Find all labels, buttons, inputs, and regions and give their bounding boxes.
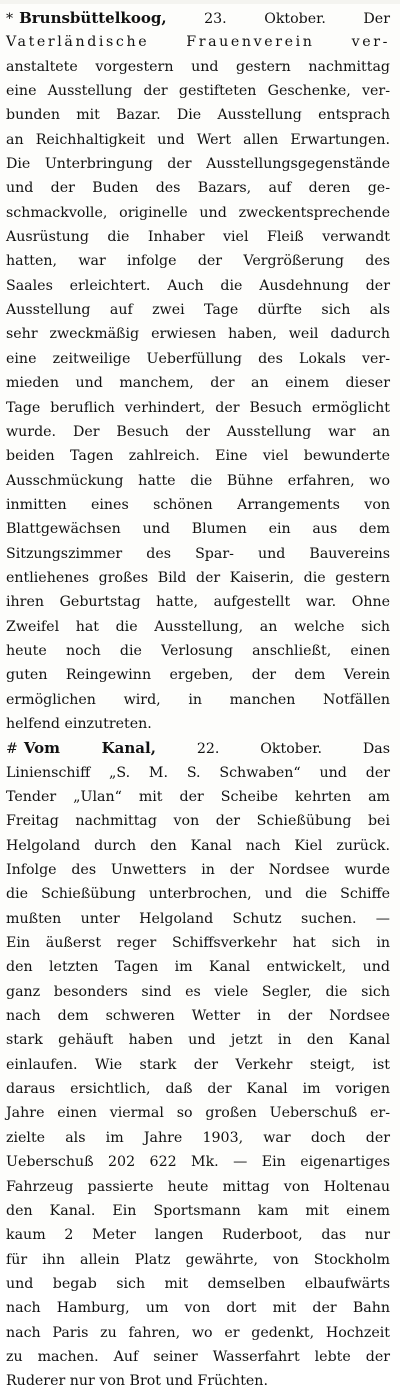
article-line: an Reichhaltigkeit und Wert allen Erwartungen. bbox=[6, 131, 390, 148]
article-line: heute noch die Verlosung anschließt, einen bbox=[6, 642, 390, 659]
article-line: mußten unter Helgoland Schutz suchen. — bbox=[6, 910, 390, 927]
article-line: eine Ausstellung der gestifteten Geschenke, ver- bbox=[6, 83, 390, 100]
article-line: entliehenes großes Bild der Kaiserin, die gestern bbox=[6, 569, 390, 586]
article-line: inmitten eines schönen Arrangements von bbox=[6, 496, 390, 513]
article-brunsbuettelkoog bbox=[6, 6, 390, 736]
article-place: Brunsbüttelkoog, bbox=[19, 9, 167, 27]
article-line: Sitzungszimmer des Spar- und Bauvereins bbox=[6, 545, 390, 562]
article-line: und begab sich mit demselben elbaufwärts bbox=[6, 1275, 390, 1292]
article-date: 22. Oktober. Das bbox=[196, 741, 390, 758]
article-line: Blattgewächsen und Blumen ein aus dem bbox=[6, 521, 390, 538]
article-line: einlaufen. Wie stark der Verkehr steigt, ist bbox=[6, 1056, 390, 1073]
article-line: ganz besonders sind es viele Segler, die sich bbox=[6, 983, 390, 1000]
article-line: Infolge des Unwetters in der Nordsee wurde bbox=[6, 862, 390, 879]
clipping-top-edge bbox=[0, 0, 400, 4]
article-line: und der Buden des Bazars, auf deren ge- bbox=[6, 180, 390, 197]
article-line: eine zeitweilige Ueberfüllung des Lokals ver- bbox=[6, 350, 390, 367]
article-date: 23. Oktober. Der bbox=[204, 11, 390, 27]
article-line: die Schießübung unterbrochen, und die Schiffe bbox=[6, 886, 390, 903]
article-line: Tage beruflich verhindert, der Besuch ermöglicht bbox=[6, 399, 390, 416]
article-line: anstaltete vorgestern und gestern nachmittag bbox=[6, 58, 390, 75]
article-line: bunden mit Bazar. Die Ausstellung entsprach bbox=[6, 107, 390, 124]
article-line: Zweifel hat die Ausstellung, an welche sich bbox=[6, 618, 390, 635]
article-line: Ausstellung auf zwei Tage dürfte sich als bbox=[6, 302, 390, 319]
article-place: Vom Kanal, bbox=[23, 739, 156, 758]
article-line: wurde. Der Besuch der Ausstellung war an bbox=[6, 423, 390, 440]
article-line: Linienschiff „S. M. S. Schwaben“ und der bbox=[6, 764, 390, 781]
article-line: Ausschmückung hatte die Bühne erfahren, wo bbox=[6, 472, 390, 489]
article-line: den Kanal. Ein Sportsmann kam mit einem bbox=[6, 1202, 390, 1219]
article-line: daraus ersichtlich, daß der Kanal im vorigen bbox=[6, 1081, 390, 1098]
article-line: nach Paris zu fahren, wo er gedenkt, Hochzeit bbox=[6, 1324, 390, 1341]
article-line: hatten, war infolge der Vergrößerung des bbox=[6, 253, 390, 270]
article-line: Ausrüstung die Inhaber viel Fleiß verwandt bbox=[6, 229, 390, 246]
article-line: kaum 2 Meter langen Ruderboot, das nur bbox=[6, 1227, 390, 1244]
article-line: zu machen. Auf seiner Wasserfahrt lebte der bbox=[6, 1348, 390, 1365]
article-line: nach dem schweren Wetter in der Nordsee bbox=[6, 1008, 390, 1025]
text-column bbox=[6, 6, 390, 1394]
article-marker: * bbox=[6, 11, 14, 27]
article-line: nach Hamburg, um von dort mit der Bahn bbox=[6, 1300, 390, 1317]
article-line: Ein äußerst reger Schiffsverkehr hat sich in bbox=[6, 935, 390, 952]
article-line: Freitag nachmittag von der Schießübung bei bbox=[6, 813, 390, 830]
article-line: helfend einzutreten. bbox=[6, 715, 152, 732]
article-line: Die Unterbringung der Ausstellungsgegenstände bbox=[6, 156, 390, 173]
article-line: schmackvolle, originelle und zweckentsprechende bbox=[6, 204, 390, 221]
article-line: ermöglichen wird, in manchen Notfällen bbox=[6, 691, 390, 708]
article-dateline bbox=[6, 736, 390, 760]
article-line: Jahre einen viermal so großen Ueberschuß er- bbox=[6, 1105, 390, 1122]
article-line: zielte als im Jahre 1903, war doch der bbox=[6, 1129, 390, 1146]
article-line: sehr zweckmäßig erwiesen haben, weil dadurch bbox=[6, 326, 390, 343]
article-line: den letzten Tagen im Kanal entwickelt, und bbox=[6, 959, 390, 976]
article-marker: # bbox=[6, 741, 18, 758]
article-line: Vaterländische Frauenverein ver- bbox=[6, 34, 390, 51]
article-line: Saales erleichtert. Auch die Ausdehnung der bbox=[6, 277, 390, 294]
article-line: mieden und manchem, der an einem dieser bbox=[6, 375, 390, 392]
article-line: ihren Geburtstag hatte, aufgestellt war. Ohne bbox=[6, 594, 390, 611]
article-line: für ihn allein Platz gewährte, von Stockholm bbox=[6, 1251, 390, 1268]
article-line: Ueberschuß 202 622 Mk. — Ein eigenartiges bbox=[6, 1154, 390, 1171]
article-vom-kanal bbox=[6, 736, 390, 1393]
article-line: guten Reingewinn ergeben, der dem Verein bbox=[6, 667, 390, 684]
article-line: stark gehäuft haben und jetzt in den Kanal bbox=[6, 1032, 390, 1049]
article-line: Tender „Ulan“ mit der Scheibe kehrten am bbox=[6, 789, 390, 805]
article-line: beiden Tagen zahlreich. Eine viel bewunderte bbox=[6, 448, 390, 465]
article-line: Helgoland durch den Kanal nach Kiel zurück. bbox=[6, 837, 390, 854]
article-line: Ruderer nur von Brot und Früchten. bbox=[6, 1373, 268, 1390]
article-line: Fahrzeug passierte heute mittag von Holtenau bbox=[6, 1178, 390, 1195]
article-dateline bbox=[6, 6, 390, 30]
